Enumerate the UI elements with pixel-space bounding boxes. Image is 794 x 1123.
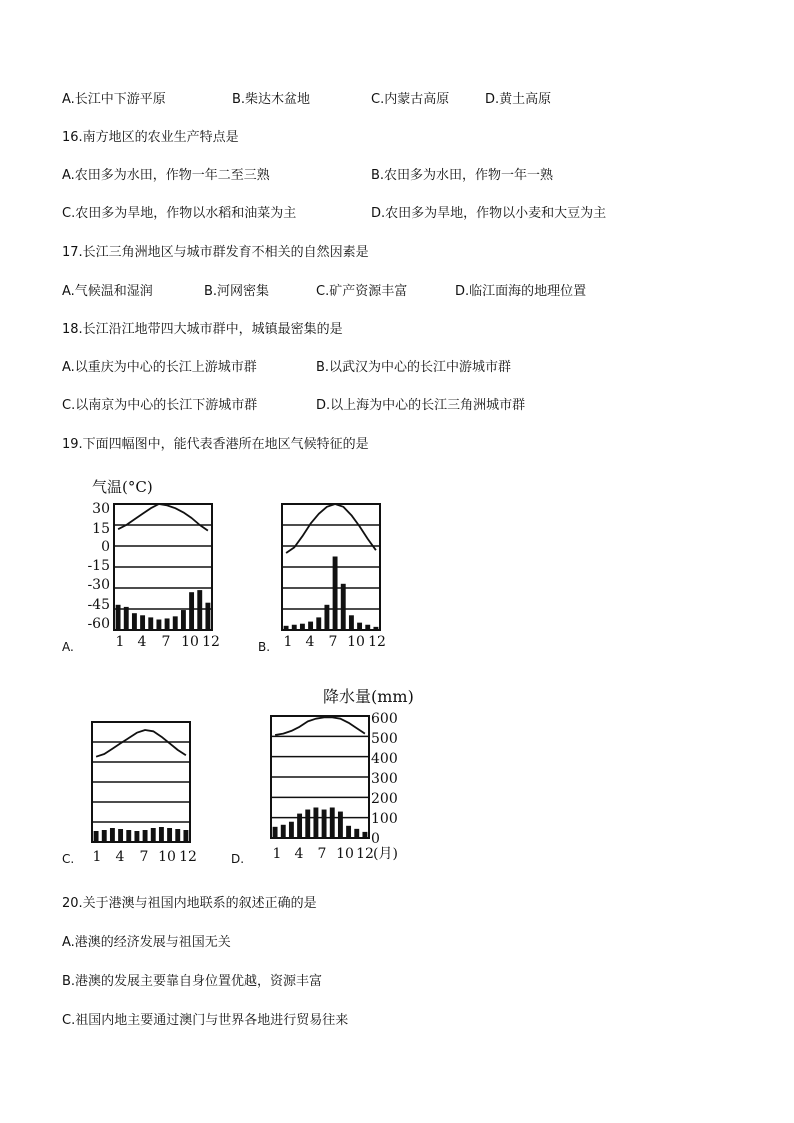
month-tick-c-0: 1	[92, 849, 102, 865]
temp-tick-a-1: 15	[92, 521, 110, 537]
q15-option-b: B.柴达木盆地	[232, 92, 311, 107]
temp-tick-a-6: -60	[87, 616, 110, 632]
month-ticks-a	[116, 634, 220, 650]
precip-axis-title: 降水量(mm)	[323, 687, 414, 706]
q16-option-b: B.农田多为水田，作物一年一熟	[371, 168, 554, 183]
q15-option-d: D.黄土高原	[485, 92, 552, 107]
chart-a-label: A.	[62, 640, 74, 654]
precip-tick-d-0: 600	[371, 711, 398, 727]
precip-bar-c	[151, 828, 156, 842]
month-tick-d-4: 12	[356, 846, 374, 862]
temp-tick-a-2: 0	[101, 539, 110, 555]
month-tick-a-3: 10	[181, 634, 199, 650]
climate-chart-c-svg	[80, 700, 210, 870]
precip-bar-b	[357, 623, 362, 630]
climate-chart-a	[80, 470, 230, 650]
precip-bar-c	[175, 829, 180, 842]
precip-bar-d	[281, 825, 286, 838]
month-tick-c-4: 12	[179, 849, 197, 865]
q17-option-c: C.矿产资源丰富	[316, 284, 408, 299]
precip-bar-c	[94, 831, 99, 842]
month-unit: (月)	[373, 846, 398, 862]
q17-option-d: D.临江面海的地理位置	[455, 284, 587, 299]
precip-bar-b	[365, 625, 370, 630]
precip-bar-a	[132, 613, 137, 630]
month-tick-d-0: 1	[272, 846, 282, 862]
plot-area-a	[114, 504, 212, 630]
precip-bar-a	[181, 610, 186, 630]
month-tick-c-3: 10	[158, 849, 176, 865]
month-tick-b-3: 10	[347, 634, 365, 650]
chart-d-label: D.	[231, 852, 245, 866]
precip-bar-c	[167, 828, 172, 842]
climate-chart-a-svg	[80, 470, 230, 650]
month-tick-a-2: 7	[161, 634, 171, 650]
month-tick-b-1: 4	[305, 634, 315, 650]
precip-bar-c	[143, 830, 148, 842]
precip-bar-c	[183, 830, 188, 842]
precip-bar-d	[322, 810, 327, 838]
q18-option-d: D.以上海为中心的长江三角洲城市群	[316, 398, 526, 413]
chart-c-label: C.	[62, 852, 75, 866]
q18-stem: 18.长江沿江地带四大城市群中，城镇最密集的是	[62, 322, 343, 337]
precip-bar-c	[134, 831, 139, 842]
month-tick-a-1: 4	[137, 634, 147, 650]
temp-line-a	[118, 504, 208, 531]
chart-b-label: B.	[258, 640, 271, 654]
q19-stem: 19.下面四幅图中，能代表香港所在地区气候特征的是	[62, 437, 369, 452]
q16-stem: 16.南方地区的农业生产特点是	[62, 130, 239, 145]
precip-bar-b	[373, 627, 378, 630]
temp-tick-a-4: -30	[87, 577, 110, 593]
precip-bar-d	[330, 808, 335, 839]
precip-bar-d	[305, 810, 310, 838]
q15-option-c: C.内蒙古高原	[371, 92, 450, 107]
q20-option-c: C.祖国内地主要通过澳门与世界各地进行贸易往来	[62, 1013, 349, 1028]
precip-bar-c	[118, 829, 123, 842]
precip-bar-d	[362, 832, 367, 838]
month-ticks-b	[284, 634, 386, 650]
precip-bar-a	[173, 616, 178, 630]
month-tick-b-0: 1	[283, 634, 293, 650]
precip-bar-a	[205, 603, 210, 630]
temp-line-d	[275, 717, 365, 735]
temp-line-c	[96, 730, 186, 757]
month-ticks-c	[93, 849, 197, 865]
precip-ticks-d	[371, 711, 398, 847]
q17-option-a: A.气候温和湿润	[62, 284, 153, 299]
plot-area-c	[92, 722, 190, 842]
precip-bar-c	[102, 830, 107, 842]
temp-tick-a-3: -15	[87, 558, 110, 574]
precip-bar-d	[289, 822, 294, 838]
month-ticks-d	[273, 846, 398, 862]
precip-bar-d	[354, 829, 359, 838]
month-tick-d-3: 10	[336, 846, 354, 862]
plot-area-d	[271, 716, 369, 838]
precip-bar-d	[273, 827, 278, 838]
precip-tick-d-3: 300	[371, 771, 398, 787]
precip-bar-d	[338, 812, 343, 838]
precip-bar-b	[308, 622, 313, 630]
temp-axis-title: 气温(°C)	[92, 478, 153, 496]
q16-option-d: D.农田多为旱地，作物以小麦和大豆为主	[371, 206, 607, 221]
precip-bar-d	[346, 826, 351, 838]
month-tick-a-4: 12	[202, 634, 220, 650]
precip-bar-b	[316, 617, 321, 630]
precip-bar-c	[126, 830, 131, 842]
climate-chart-b-svg	[270, 470, 400, 650]
precip-bar-a	[140, 615, 145, 630]
precip-tick-d-1: 500	[371, 731, 398, 747]
month-tick-c-2: 7	[139, 849, 149, 865]
temp-ticks-a	[87, 501, 110, 632]
climate-chart-c	[80, 700, 210, 870]
month-tick-d-1: 4	[294, 846, 304, 862]
precip-bar-a	[124, 607, 129, 630]
precip-tick-d-6: 0	[371, 831, 380, 847]
precip-bar-b	[349, 615, 354, 630]
q18-option-c: C.以南京为中心的长江下游城市群	[62, 398, 258, 413]
climate-chart-d	[265, 686, 440, 871]
q20-stem: 20.关于港澳与祖国内地联系的叙述正确的是	[62, 896, 317, 911]
precip-bar-c	[110, 828, 115, 842]
precip-tick-d-4: 200	[371, 791, 398, 807]
month-tick-a-0: 1	[115, 634, 125, 650]
month-tick-d-2: 7	[317, 846, 327, 862]
precip-bar-b	[300, 624, 305, 630]
q17-stem: 17.长江三角洲地区与城市群发育不相关的自然因素是	[62, 245, 369, 260]
temp-tick-a-5: -45	[87, 597, 110, 613]
precip-tick-d-2: 400	[371, 751, 398, 767]
month-tick-b-4: 12	[368, 634, 386, 650]
precip-bar-a	[156, 620, 161, 631]
precip-tick-d-5: 100	[371, 811, 398, 827]
precip-bar-b	[284, 626, 289, 630]
climate-chart-b	[270, 470, 400, 650]
precip-bar-b	[333, 557, 338, 631]
month-tick-c-1: 4	[115, 849, 125, 865]
precip-bar-d	[313, 808, 318, 839]
precip-bar-a	[197, 590, 202, 630]
q18-option-a: A.以重庆为中心的长江上游城市群	[62, 360, 257, 375]
precip-bar-a	[148, 617, 153, 630]
precip-bar-a	[189, 592, 194, 630]
q16-option-a: A.农田多为水田，作物一年二至三熟	[62, 168, 270, 183]
precip-bar-b	[292, 625, 297, 630]
precip-bar-a	[116, 605, 121, 630]
temp-tick-a-0: 30	[92, 501, 110, 517]
plot-area-b	[282, 504, 380, 630]
month-tick-b-2: 7	[328, 634, 338, 650]
q15-option-a: A.长江中下游平原	[62, 92, 166, 107]
precip-bar-d	[297, 814, 302, 838]
climate-chart-d-svg	[265, 686, 440, 871]
q18-option-b: B.以武汉为中心的长江中游城市群	[316, 360, 512, 375]
precip-bar-a	[165, 618, 170, 630]
precip-bar-b	[324, 605, 329, 630]
q20-option-b: B.港澳的发展主要靠自身位置优越，资源丰富	[62, 974, 323, 989]
q16-option-c: C.农田多为旱地，作物以水稻和油菜为主	[62, 206, 297, 221]
q17-option-b: B.河网密集	[204, 284, 270, 299]
precip-bar-c	[159, 827, 164, 842]
q20-option-a: A.港澳的经济发展与祖国无关	[62, 935, 231, 950]
precip-bar-b	[341, 584, 346, 630]
